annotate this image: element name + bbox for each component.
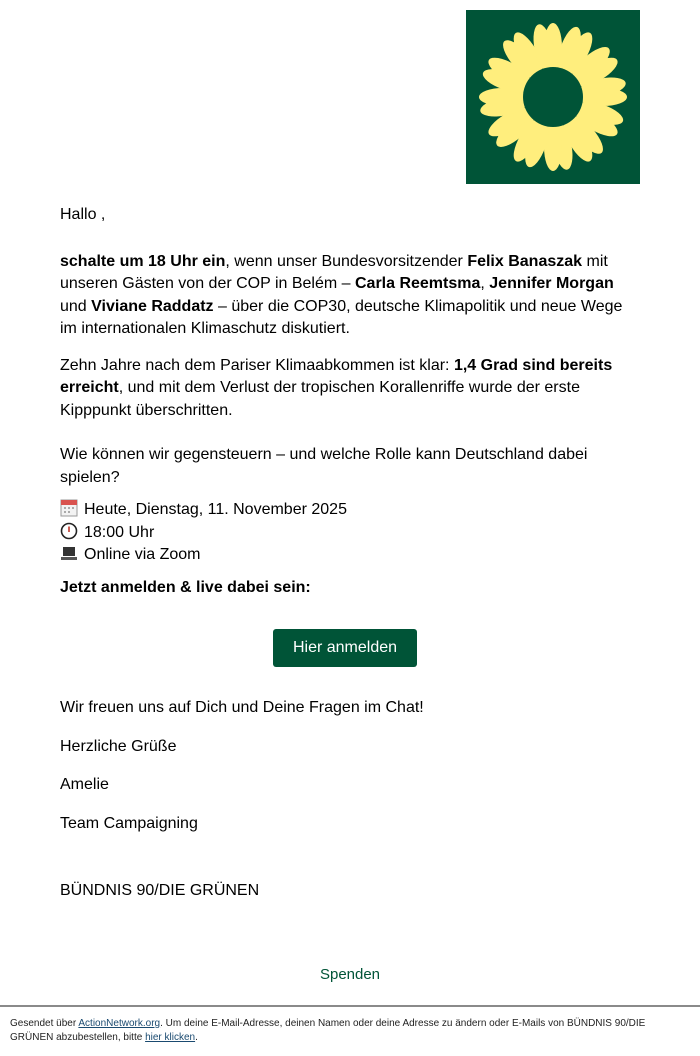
sunflower-logo <box>466 10 640 184</box>
question-paragraph: Wie können wir gegensteuern – und welche Rolle kann Deutschland dabei spielen? <box>60 446 588 486</box>
text: – über die COP30, deutsche Klimapolitik und neue Wege im internationalen Klimaschutz diskutiert. <box>60 297 623 337</box>
text: Zehn Jahre nach dem Pariser Klimaabkommen ist klar: <box>60 356 454 374</box>
laptop-icon <box>60 544 78 562</box>
text: , und mit dem Verlust der tropischen Korallenriffe wurde der erste Kipppunkt überschritten. <box>60 379 580 419</box>
signature-team: Team Campaigning <box>60 814 198 832</box>
text: . <box>195 1032 198 1043</box>
event-date-text: Heute, Dienstag, 11. November 2025 <box>84 501 347 518</box>
calendar-icon <box>60 499 78 517</box>
signature-name: Amelie <box>60 776 109 793</box>
footer-divider <box>0 1005 700 1007</box>
bold-text: schalte um 18 Uhr ein <box>60 252 226 270</box>
text: Gesendet über <box>10 1018 79 1029</box>
greeting: Hallo , <box>60 206 106 223</box>
event-details <box>60 499 630 567</box>
donate-link[interactable]: Spenden <box>319 966 381 983</box>
text: . Um deine E-Mail-Adresse, deinen Namen oder deine Adresse zu ändern oder E-Mails von BÜNDNIS 90/DIE GRÜNEN abzubestellen, bitte <box>10 1018 646 1043</box>
email-body <box>60 204 630 917</box>
closing-line: Herzliche Grüße <box>60 737 177 755</box>
text: , <box>480 275 490 292</box>
sunflower-icon <box>466 10 640 184</box>
climate-paragraph <box>60 355 630 423</box>
closing-line: Wir freuen uns auf Dich und Deine Fragen im Chat! <box>60 699 424 716</box>
footer <box>10 1017 690 1045</box>
text: , wenn unser Bundesvorsitzender <box>225 252 468 270</box>
bold-text: Jennifer Morgan <box>489 275 614 292</box>
text: mit unseren Gästen von der COP in Belém – <box>60 252 608 292</box>
event-place <box>60 544 630 567</box>
bold-text: Carla Reemtsma <box>354 275 481 292</box>
text: und <box>60 297 92 315</box>
bold-text: Felix Banaszak <box>467 252 583 270</box>
intro-paragraph <box>60 251 630 341</box>
organization-name: BÜNDNIS 90/DIE GRÜNEN <box>60 882 260 899</box>
bold-text: Viviane Raddatz <box>91 297 214 315</box>
event-time-text: 18:00 Uhr <box>84 523 155 541</box>
clock-icon <box>60 522 78 540</box>
cta-heading: Jetzt anmelden & live dabei sein: <box>60 578 311 596</box>
event-place-text: Online via Zoom <box>84 546 201 563</box>
actionnetwork-link[interactable]: ActionNetwork.org <box>78 1018 161 1029</box>
register-button[interactable]: Hier anmelden <box>273 629 417 667</box>
event-date <box>60 499 630 522</box>
event-time <box>60 522 630 545</box>
bold-text: 1,4 Grad sind bereits erreicht <box>60 356 613 396</box>
unsubscribe-link[interactable]: hier klicken <box>145 1032 196 1043</box>
